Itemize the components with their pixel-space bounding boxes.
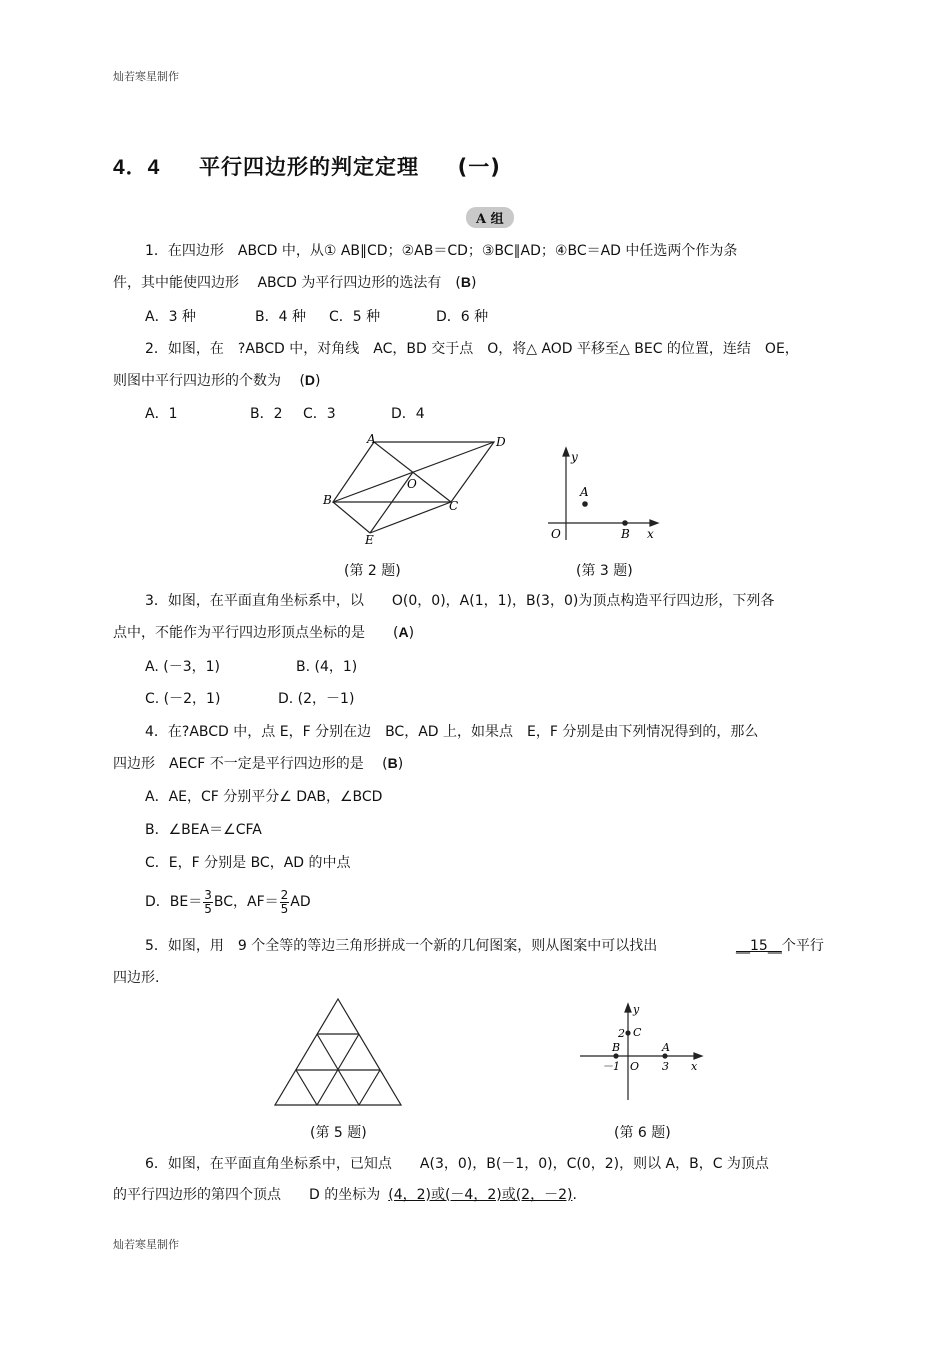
fig3-y-arrow (563, 448, 569, 456)
fig3-label-y: y (571, 450, 578, 464)
fraction-3-5 (203, 889, 213, 916)
fig3-point-a (583, 502, 587, 506)
q1-answer: B (460, 274, 471, 290)
section-title (113, 151, 501, 181)
q5-blank-row (736, 936, 824, 956)
fig2-label-e: E (365, 533, 374, 547)
q2-line1: 2．如图，在 ?ABCD 中，对角线 AC，BD 交于点 O，将△ AOD 平移至△ BEC 的位置，连结 OE， (145, 341, 799, 357)
fig6-point-a (663, 1054, 667, 1058)
q4-answer: B (387, 755, 398, 771)
q4-opt-a: A．AE，CF 分别平分∠ DAB，∠BCD (145, 789, 383, 805)
section-title-text: 平行四边形的判定定理 (198, 155, 419, 179)
q6-line1: 6．如图，在平面直角坐标系中，已知点 A(3，0)，B(－1，0)，C(0，2)，则以 A，B，C 为顶点 (145, 1156, 769, 1172)
q4-opt-d-end: AD (290, 894, 311, 910)
section-title-suffix: (一) (457, 155, 501, 179)
q1-stem: 件，其中能使四边形 ABCD 为平行四边形的选法有 ( (113, 275, 461, 291)
q2-line2 (113, 370, 321, 391)
fig6-label-a: A (662, 1041, 670, 1054)
fig2-label-o: O (407, 477, 417, 491)
q4-line2 (113, 753, 403, 774)
fig6-label-c: C (633, 1026, 642, 1039)
q3-opt-c: C. (－2，1) (145, 691, 221, 707)
fig6-label-b: B (612, 1041, 621, 1054)
fig3-label-x: x (647, 527, 654, 541)
fraction-numerator: 2 (280, 887, 289, 902)
q1-close: ) (470, 275, 477, 291)
q3-stem: 点中，不能作为平行四边形顶点坐标的是 ( (113, 625, 399, 641)
fig6-label-x: x (691, 1060, 698, 1073)
q6-stem: 的平行四边形的第四个顶点 D 的坐标为 (113, 1187, 381, 1203)
q5-line1: 5．如图，用 9 个全等的等边三角形拼成一个新的几何图案，则从图案中可以找出 (145, 938, 658, 954)
diagonal-line-2 (296, 1070, 317, 1105)
fig3-label-b: B (621, 527, 630, 541)
q3-opt-a: A. (－3，1) (145, 659, 220, 675)
fig6-label-neg1: －1 (602, 1060, 620, 1073)
fig3-label-o: O (551, 527, 561, 541)
q2-opt-b: B．2 (250, 406, 283, 422)
q1-line2 (113, 272, 476, 293)
group-a-badge: A 组 (466, 207, 514, 228)
q4-close: ) (397, 756, 404, 772)
q2-answer: D (304, 372, 316, 388)
fig2-label-c: C (449, 499, 459, 513)
q4-line1: 4．在?ABCD 中，点 E，F 分别在边 BC，AD 上，如果点 E，F 分别是由下列情况得到的，那么 (145, 724, 759, 740)
figure-5-triangles (272, 996, 406, 1108)
fig6-point-c (626, 1031, 630, 1035)
section-number: 4．4 (113, 156, 161, 179)
diagonal-bd (333, 442, 494, 502)
page-header: 灿若寒星制作 (113, 70, 179, 83)
fig6-x-arrow (694, 1053, 702, 1059)
segment-ec (370, 502, 451, 533)
fig5-caption: (第 5 题) (310, 1125, 367, 1141)
fig2-label-a: A (367, 432, 376, 446)
fig3-caption: (第 3 题) (576, 563, 633, 579)
fig3-label-a: A (580, 485, 589, 499)
q1-opt-d: D．6 种 (436, 309, 489, 325)
fraction-2-5 (280, 889, 290, 916)
q5-line2: 四边形. (113, 970, 160, 986)
q3-line1: 3．如图，在平面直角坐标系中，以 O(0，0)，A(1，1)，B(3，0)为顶点构造平行四边形，下列各 (145, 593, 775, 609)
q2-opt-d: D．4 (391, 406, 425, 422)
q3-close: ) (408, 625, 415, 641)
outer-triangle (275, 999, 401, 1105)
diagonal-line-4 (359, 1070, 380, 1105)
q5-answer: __15__ (736, 938, 782, 954)
fig6-label-2: 2 (618, 1027, 625, 1040)
q2-close: ) (315, 373, 321, 389)
fig6-label-3: 3 (662, 1060, 669, 1073)
fig6-label-y: y (633, 1003, 640, 1016)
q1-line1: 1．在四边形 ABCD 中，从① AB∥CD；②AB＝CD；③BC∥AD；④BC＝AD 中任选两个作为条 (145, 243, 738, 259)
q6-end: . (572, 1187, 577, 1203)
q1-opt-a: A．3 种 (145, 309, 196, 325)
fig6-label-o: O (630, 1060, 640, 1073)
q1-opt-b: B．4 种 (255, 309, 306, 325)
q3-opt-d: D. (2，－1) (278, 691, 355, 707)
fraction-denominator: 5 (280, 901, 289, 916)
fig6-point-b (614, 1054, 618, 1058)
q2-opt-a: A．1 (145, 406, 178, 422)
q4-opt-d-mid: BC，AF＝ (213, 894, 279, 910)
fig3-x-arrow (650, 520, 658, 526)
fig6-caption: (第 6 题) (614, 1125, 671, 1141)
fig2-label-b: B (323, 493, 332, 507)
q5-after: 个平行 (781, 938, 824, 954)
q4-stem: 四边形 AECF 不一定是平行四边形的是 ( (113, 756, 388, 772)
q4-opt-d-prefix: D．BE＝ (145, 894, 203, 910)
fraction-numerator: 3 (204, 887, 212, 902)
fig2-label-d: D (496, 435, 506, 449)
page-footer: 灿若寒星制作 (113, 1238, 179, 1251)
fig3-point-b (623, 521, 627, 525)
q3-opt-b: B. (4，1) (296, 659, 358, 675)
fig2-caption: (第 2 题) (344, 563, 401, 579)
q4-opt-b: B．∠BEA＝∠CFA (145, 822, 262, 838)
q3-line2 (113, 622, 414, 643)
q6-answer: (4，2)或(－4，2)或(2，－2) (388, 1187, 573, 1203)
q2-stem: 则图中平行四边形的个数为 ( (113, 373, 305, 389)
fraction-denominator: 5 (204, 901, 212, 916)
q4-opt-d (145, 885, 311, 919)
q2-opt-c: C．3 (303, 406, 336, 422)
figure-6-coordinates (576, 1000, 708, 1105)
figure-2-parallelogram (318, 430, 518, 550)
segment-be (333, 502, 370, 533)
q6-line2 (113, 1185, 577, 1205)
q3-answer: A (398, 624, 409, 640)
q1-opt-c: C．5 种 (329, 309, 381, 325)
figure-3-coordinates (545, 445, 665, 545)
fig6-y-arrow (625, 1004, 631, 1012)
q4-opt-c: C．E，F 分别是 BC，AD 的中点 (145, 855, 351, 871)
